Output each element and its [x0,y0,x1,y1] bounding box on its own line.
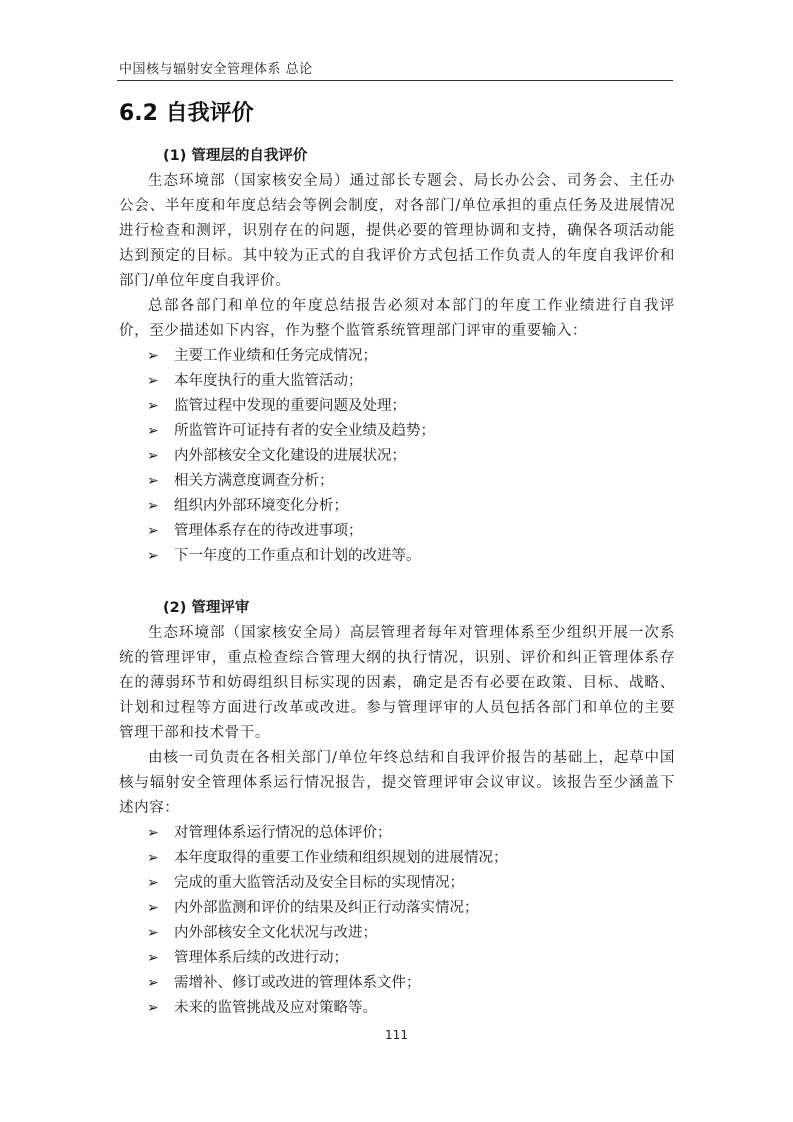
subsection-heading-self-evaluation: (1) 管理层的自我评价 [163,148,308,164]
list-item: ➢ 管理体系后续的改进行动； [147,946,675,971]
arrow-bullet-icon: ➢ [147,825,159,841]
list-item: ➢ 主要工作业绩和任务完成情况； [147,344,675,369]
list-item: ➢ 内外部核安全文化状况与改进； [147,921,675,946]
list-item: ➢ 管理体系存在的待改进事项； [147,519,675,544]
bullet-list [119,344,675,569]
arrow-bullet-icon: ➢ [147,473,159,489]
list-item: ➢ 完成的重大监管活动及安全目标的实现情况； [147,871,675,896]
arrow-bullet-icon: ➢ [147,398,159,414]
paragraph: 生态环境部（国家核安全局）通过部长专题会、局长办公会、司务会、主任办公会、半年度和年度总结会等例会制度，对各部门/单位承担的重点任务及进展情况进行检查和测评，识别存在的问题，提供必要的管理协调和支持，确保各项活动能达到预定的目标。其中较为正式的自我评价方式包括工作负责人的年度自我评价和部门/单位年度自我评价。 [119,173,675,289]
paragraph: 总部各部门和单位的年度总结报告必须对本部门的年度工作业绩进行自我评价，至少描述如下内容，作为整个监管系统管理部门评审的重要输入： [119,298,675,339]
body-content [119,144,675,1021]
list-item: ➢ 下一年度的工作重点和计划的改进等。 [147,544,675,569]
bullet-list [119,821,675,1021]
list-item: ➢ 所监管许可证持有者的安全业绩及趋势； [147,419,675,444]
list-item: ➢ 未来的监管挑战及应对策略等。 [147,996,675,1021]
running-header: 中国核与辐射安全管理体系 总论 [119,62,313,77]
arrow-bullet-icon: ➢ [147,925,159,941]
list-item: ➢ 内外部监测和评价的结果及纠正行动落实情况； [147,896,675,921]
page-number: 111 [385,1028,408,1042]
arrow-bullet-icon: ➢ [147,523,159,539]
arrow-bullet-icon: ➢ [147,373,159,389]
arrow-bullet-icon: ➢ [147,875,159,891]
paragraph: 生态环境部（国家核安全局）高层管理者每年对管理体系至少组织开展一次系统的管理评审，重点检查综合管理大纲的执行情况，识别、评价和纠正管理体系存在的薄弱环节和妨碍组织目标实现的因素，确定是否有必要在政策、目标、战略、计划和过程等方面进行改革或改进。参与管理评审的人员包括各部门和单位的主要管理干部和技术骨干。 [119,625,675,741]
arrow-bullet-icon: ➢ [147,348,159,364]
spacer [119,569,675,596]
list-item: ➢ 需增补、修订或改进的管理体系文件； [147,971,675,996]
arrow-bullet-icon: ➢ [147,548,159,564]
list-item: ➢ 内外部核安全文化建设的进展状况； [147,444,675,469]
arrow-bullet-icon: ➢ [147,900,159,916]
section-title: 6.2 自我评价 [119,101,254,126]
arrow-bullet-icon: ➢ [147,1000,159,1016]
list-item: ➢ 对管理体系运行情况的总体评价； [147,821,675,846]
subsection-heading-management-review: (2) 管理评审 [163,600,250,616]
header-rule [117,80,673,81]
list-item: ➢ 本年度取得的重要工作业绩和组织规划的进展情况； [147,846,675,871]
arrow-bullet-icon: ➢ [147,448,159,464]
arrow-bullet-icon: ➢ [147,423,159,439]
list-item: ➢ 监管过程中发现的重要问题及处理； [147,394,675,419]
arrow-bullet-icon: ➢ [147,975,159,991]
list-item: ➢ 相关方满意度调查分析； [147,469,675,494]
arrow-bullet-icon: ➢ [147,498,159,514]
arrow-bullet-icon: ➢ [147,850,159,866]
list-item: ➢ 本年度执行的重大监管活动； [147,369,675,394]
arrow-bullet-icon: ➢ [147,950,159,966]
list-item: ➢ 组织内外部环境变化分析； [147,494,675,519]
paragraph: 由核一司负责在各相关部门/单位年终总结和自我评价报告的基础上，起草中国核与辐射安全管理体系运行情况报告，提交管理评审会议审议。该报告至少涵盖下述内容： [119,750,675,816]
